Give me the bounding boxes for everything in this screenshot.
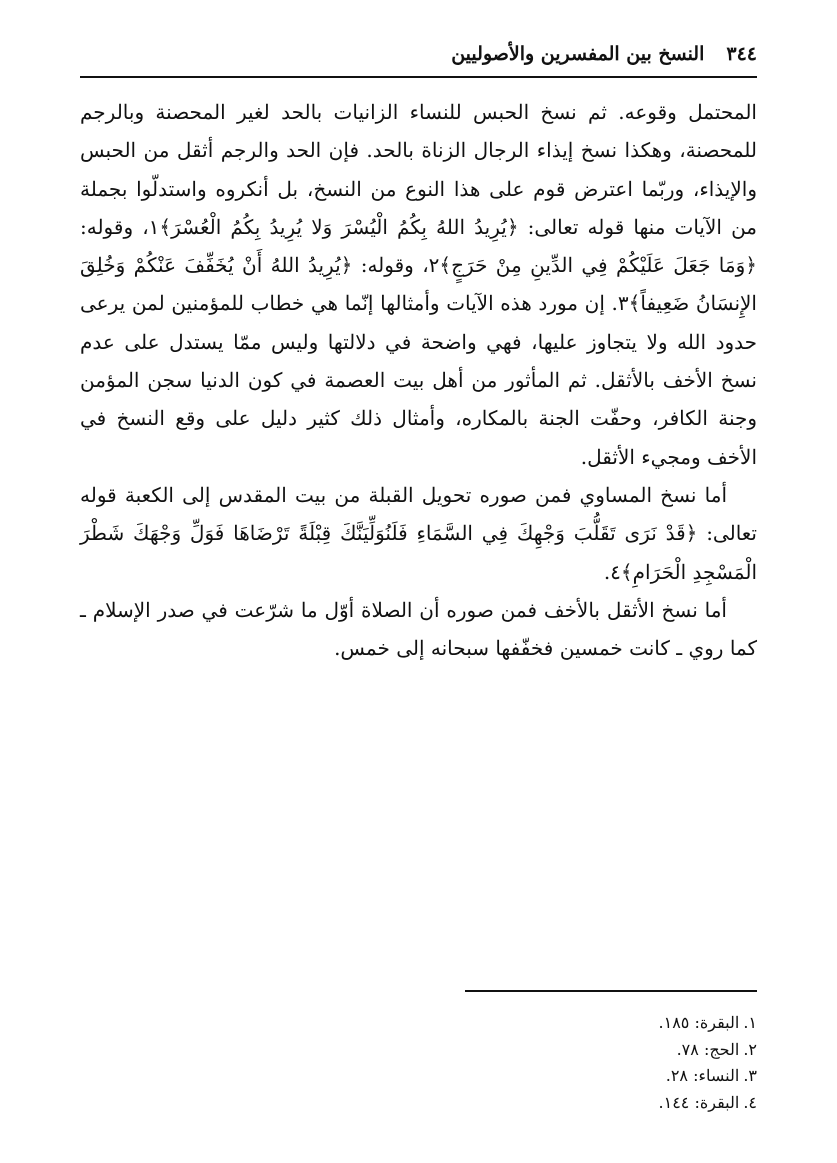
body-text [80,93,757,667]
footnotes [457,1010,757,1116]
header-divider [80,76,757,78]
footnote-text: الحج: ٧٨. [676,1039,740,1059]
footnote-2 [457,1037,757,1064]
running-title: النسخ بين المفسرين والأصوليين [451,43,705,65]
page-number: ٣٤٤ [726,43,757,65]
paragraph-2: أما نسخ المساوي فمن صوره تحويل القبلة من بيت المقدس إلى الكعبة قوله تعالى: ﴿قَدْ نَرَى تَقَلُّبَ وَجْهِكَ فِي السَّمَاءِ فَلَنُوَلِّيَنَّكَ قِبْلَةً تَرْضَاهَا فَوَلِّ وَجْهَكَ شَطْرَ الْمَسْجِدِ الْحَرَامِ﴾٤. [80,482,757,584]
footnote-marker: ٤. [743,1092,757,1112]
footnote-text: النساء: ٢٨. [665,1066,740,1085]
paragraph-1: المحتمل وقوعه. ثم نسخ الحبس للنساء الزانيات بالحد لغير المحصنة وبالرجم للمحصنة، وهكذا نسخ إيذاء الرجال الزناة بالحد. فإن الحد والرجم أثقل من الحبس والإيذاء، وربّما اعترض قوم على هذا النوع من النسخ، بل أنكروه واستدلّوا بجملة من الآيات منها قوله تعالى: ﴿يُرِيدُ اللهُ بِكُمُ الْيُسْرَ وَلا يُرِيدُ بِكُمُ الْعُسْرَ﴾١، وقوله: ﴿وَمَا جَعَلَ عَلَيْكُمْ فِي الدِّينِ مِنْ حَرَجٍ﴾٢، وقوله: ﴿يُرِيدُ اللهُ أَنْ يُخَفِّفَ عَنْكُمْ وَخُلِقَ الإِنسَانُ ضَعِيفاً﴾٣. إن مورد هذه الآيات وأمثالها إنّما هي خطاب للمؤمنين لمن يرعى حدود الله ولا يتجاوز عليها، فهي واضحة في دلالتها وليس ممّا يستدل على عدم نسخ الأخف بالأثقل. ثم المأثور من أهل بيت العصمة في كون الدنيا سجن المؤمن وجنة الكافر، وحفّت الجنة بالمكاره، وأمثال ذلك كثير دليل على وقع النسخ في الأخف ومجيء الأثقل. [80,100,758,469]
footnote-divider [465,990,757,992]
running-header [80,36,757,72]
footnote-4 [457,1090,757,1117]
footnote-1 [457,1010,757,1037]
footnote-text: البقرة: ١٨٥. [658,1013,740,1032]
footnote-marker: ٢. [743,1039,757,1059]
footnote-marker: ١. [743,1013,757,1032]
footnote-text: البقرة: ١٤٤. [658,1092,740,1112]
footnote-marker: ٣. [743,1066,757,1085]
paragraph-3: أما نسخ الأثقل بالأخف فمن صوره أن الصلاة أوّل ما شرّعت في صدر الإسلام ـ كما روي ـ كانت خمسين فخفّفها سبحانه إلى خمس. [80,597,757,661]
footnote-3 [457,1063,757,1090]
